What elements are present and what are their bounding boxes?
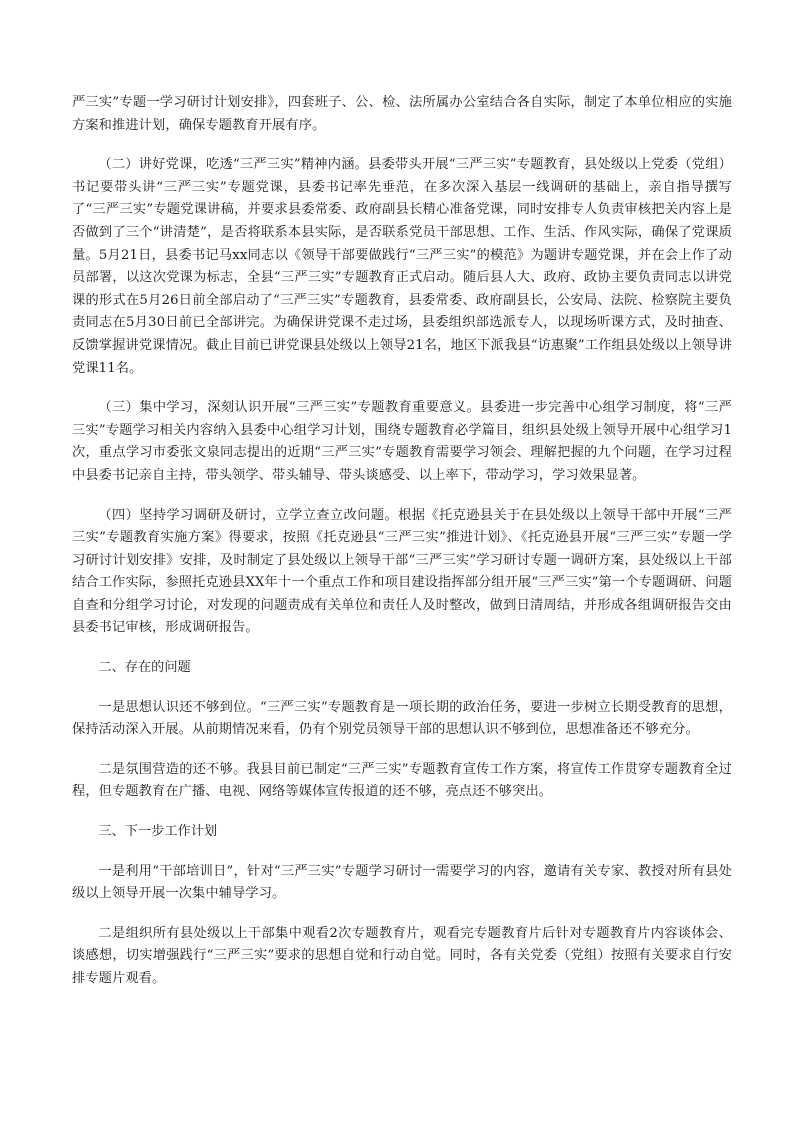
paragraph-problem-1: 一是思想认识还不够到位。“三严三实”专题教育是一项长期的政治任务，要进一步树立长期受教育的思想，保持活动深入开展。从前期情况来看，仍有个别党员领导干部的思想认识不够到位，思想准备还不够充分。 bbox=[72, 699, 732, 738]
paragraph-party-lectures: （二）讲好党课，吃透“三严三实”精神内涵。县委带头开展“三严三实”专题教育，县处级以上党委（党组）书记要带头讲“三严三实”专题党课，县委书记率先垂范，在多次深入基层一线调研的基础上，亲自指导撰写了“三严三实”专题党课讲稿，并要求县委常委、政府副县长精心准备党课，同时安排专人负责审核把关内容上是否做到了三个“讲清楚”，是否将联系本县实际，是否联系党员干部思想、工作、生活、作风实际，确保了党课质量。5月21日，县委书记马xx同志以《领导干部要做践行“三严三实”的模范》为题讲专题党课，并在会上作了动员部署，以这次党课为标志，全县“三严三实”专题教育正式启动。随后县人大、政府、政协主要负责同志以讲党课的形式在5月26日前全部启动了“三严三实”专题教育，县委常委、政府副县长，公安局、法院、检察院主要负责同志在5月30日前已全部讲完。为确保讲党课不走过场，县委组织部选派专人，以现场听课方式，及时抽查、反馈掌握讲党课情况。截止目前已讲党课县处级以上领导21名，地区下派我县“访惠聚”工作组县处级以上领导讲党课11名。 bbox=[72, 157, 732, 376]
section-heading-next-plan: 三、下一步工作计划 bbox=[98, 824, 218, 840]
paragraph-research-discussion: （四）坚持学习调研及研讨，立学立查立改问题。根据《托克逊县关于在县处级以上领导干部中开展“三严三实”专题教育实施方案》得要求，按照《托克逊县“三严三实”推进计划》、《托克逊县开展“三严三实”专题一学习研讨计划安排》安排，及时制定了县处级以上领导干部“三严三实”学习研讨专题一调研方案，县处级以上干部结合工作实际，参照托克逊县XX年十一个重点工作和项目建设指挥部分组开展“三严三实”第一个专题调研、问题自查和分组学习讨论，对发现的问题责成有关单位和责任人及时整改，做到日清周结，并形成各组调研报告交由县委书记审核，形成调研报告。 bbox=[72, 507, 732, 636]
paragraph-problem-2: 二是氛围营造的还不够。我县目前已制定“三严三实”专题教育宣传工作方案，将宣传工作贯穿专题教育全过程，但专题教育在广播、电视、网络等媒体宣传报道的还不够，亮点还不够突出。 bbox=[72, 761, 732, 800]
document-page bbox=[72, 92, 732, 1008]
paragraph-continuation: 严三实”专题一学习研讨计划安排》，四套班子、公、检、法所属办公室结合各自实际，制定了本单位相应的实施方案和推进计划，确保专题教育开展有序。 bbox=[72, 95, 732, 133]
paragraph-plan-2: 二是组织所有县处级以上干部集中观看2次专题教育片，观看完专题教育片后针对专题教育片内容谈体会、谈感想，切实增强践行“三严三实”要求的思想自觉和行动自觉。同时，各有关党委（党组）按照有关要求自行安排专题片观看。 bbox=[72, 925, 732, 986]
section-heading-problems: 二、存在的问题 bbox=[98, 660, 191, 676]
paragraph-centralized-study: （三）集中学习，深刻认识开展“三严三实”专题教育重要意义。县委进一步完善中心组学习制度，将“三严三实”专题学习相关内容纳入县委中心组学习计划，围绕专题教育必学篇目，组织县处级上领导开展中心组学习1次，重点学习市委张文泉同志提出的近期“三严三实”专题教育需要学习领会、理解把握的九个问题，在学习过程中县委书记亲自主持，带头领学、带头辅导、带头谈感受、以上率下，带动学习，学习效果显著。 bbox=[72, 400, 732, 483]
paragraph-plan-1: 一是利用“干部培训日”，针对“三严三实”专题学习研讨一需要学习的内容，邀请有关专家、教授对所有县处级以上领导开展一次集中辅导学习。 bbox=[72, 863, 732, 902]
